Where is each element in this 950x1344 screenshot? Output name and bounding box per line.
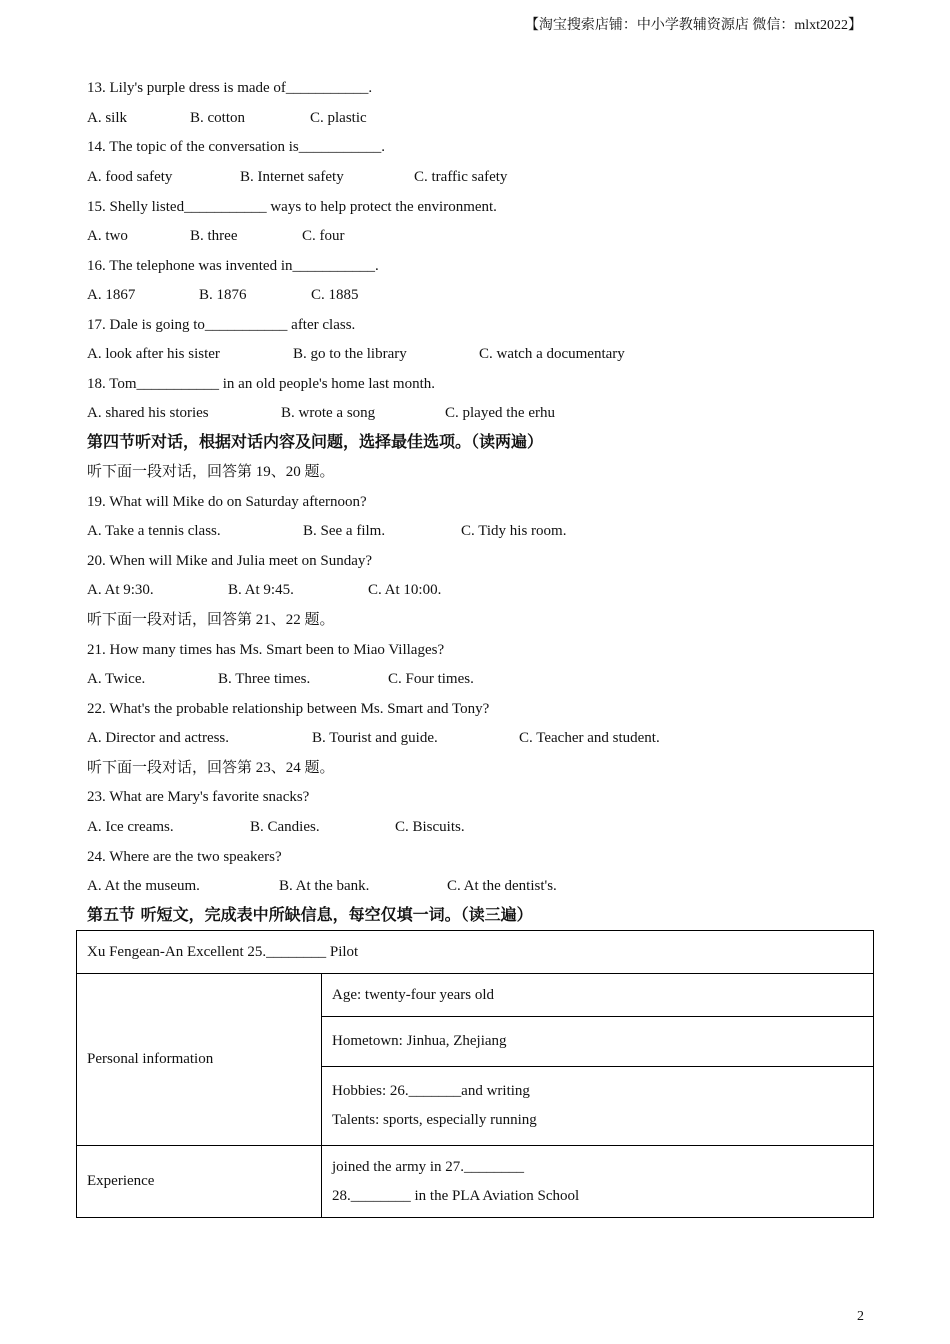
option-a: A. Take a tennis class. bbox=[87, 523, 221, 539]
question-13-stem: 13. Lily's purple dress is made of___________. bbox=[87, 80, 373, 96]
option-a: A. silk bbox=[87, 110, 128, 126]
section-5-title: 第五节 听短文，完成表中所缺信息，每空仅填一词。（读三遍） bbox=[87, 905, 533, 924]
question-18-options bbox=[87, 403, 555, 423]
experience-line-1: joined the army in 27.________ bbox=[332, 1158, 525, 1175]
option-c: C. At 10:00. bbox=[368, 582, 442, 598]
question-20-options bbox=[87, 580, 441, 600]
option-a: A. Director and actress. bbox=[87, 730, 230, 746]
question-23-options bbox=[87, 817, 465, 837]
hobbies-talents-cell bbox=[322, 1067, 874, 1146]
question-22-options bbox=[87, 728, 660, 748]
question-21-options bbox=[87, 669, 474, 689]
option-a: A. food safety bbox=[87, 169, 173, 185]
option-a: A. Twice. bbox=[87, 671, 146, 687]
option-c: C. Teacher and student. bbox=[519, 730, 660, 746]
question-24-options bbox=[87, 876, 557, 896]
hometown-cell: Hometown: Jinhua, Zhejiang bbox=[322, 1017, 874, 1067]
question-16-stem: 16. The telephone was invented in___________. bbox=[87, 258, 379, 274]
question-14-options bbox=[87, 167, 507, 187]
option-c: C. Four times. bbox=[388, 671, 474, 687]
page-number: 2 bbox=[857, 1309, 864, 1324]
option-b: B. Candies. bbox=[250, 819, 320, 835]
option-b: B. Three times. bbox=[218, 671, 311, 687]
option-a: A. look after his sister bbox=[87, 346, 220, 362]
option-c: C. plastic bbox=[310, 110, 367, 126]
option-a: A. At the museum. bbox=[87, 878, 200, 894]
question-21-stem: 21. How many times has Ms. Smart been to Miao Villages? bbox=[87, 642, 445, 658]
question-14-stem: 14. The topic of the conversation is___________. bbox=[87, 139, 386, 155]
personal-info-label: Personal information bbox=[77, 974, 322, 1146]
option-b: B. 1876 bbox=[199, 287, 247, 303]
section-4-intro-1: 听下面一段对话，回答第 19、20 题。 bbox=[87, 464, 335, 480]
experience-line-2: 28.________ in the PLA Aviation School bbox=[332, 1187, 580, 1204]
option-c: C. 1885 bbox=[311, 287, 359, 303]
option-c: C. traffic safety bbox=[414, 169, 508, 185]
option-b: B. Internet safety bbox=[240, 169, 344, 185]
option-b: B. Tourist and guide. bbox=[312, 730, 438, 746]
option-a: A. Ice creams. bbox=[87, 819, 174, 835]
option-b: B. wrote a song bbox=[281, 405, 376, 421]
option-c: C. Biscuits. bbox=[395, 819, 465, 835]
section-4-title: 第四节听对话，根据对话内容及问题，选择最佳选项。（读两遍） bbox=[87, 432, 544, 451]
option-a: A. two bbox=[87, 228, 128, 244]
option-a: A. 1867 bbox=[87, 287, 136, 303]
option-a: A. At 9:30. bbox=[87, 582, 154, 598]
question-13-options bbox=[87, 108, 367, 128]
question-19-options bbox=[87, 521, 566, 541]
option-b: B. See a film. bbox=[303, 523, 386, 539]
question-17-options bbox=[87, 344, 625, 364]
info-table bbox=[76, 930, 874, 1218]
option-b: B. At 9:45. bbox=[228, 582, 294, 598]
question-24-stem: 24. Where are the two speakers? bbox=[87, 849, 282, 865]
talents-text: Talents: sports, especially running bbox=[332, 1112, 537, 1128]
question-19-stem: 19. What will Mike do on Saturday afternoon? bbox=[87, 494, 367, 510]
question-16-options bbox=[87, 285, 359, 305]
age-cell: Age: twenty-four years old bbox=[322, 974, 874, 1017]
section-4-intro-3: 听下面一段对话，回答第 23、24 题。 bbox=[87, 760, 335, 776]
option-c: C. four bbox=[302, 228, 345, 244]
option-c: C. played the erhu bbox=[445, 405, 555, 421]
hobbies-text: Hobbies: 26._______and writing bbox=[332, 1083, 530, 1099]
experience-cell bbox=[322, 1146, 874, 1218]
question-18-stem: 18. Tom___________ in an old people's home last month. bbox=[87, 376, 436, 392]
section-4-intro-2: 听下面一段对话，回答第 21、22 题。 bbox=[87, 612, 335, 628]
question-17-stem: 17. Dale is going to___________ after class. bbox=[87, 317, 356, 333]
table-heading: Xu Fengean-An Excellent 25.________ Pilot bbox=[77, 931, 874, 974]
option-a: A. shared his stories bbox=[87, 405, 209, 421]
page-header: 【淘宝搜索店铺：中小学教辅资源店 微信：mlxt2022】 bbox=[524, 18, 862, 33]
option-b: B. cotton bbox=[190, 110, 245, 126]
experience-label: Experience bbox=[77, 1146, 322, 1218]
question-20-stem: 20. When will Mike and Julia meet on Sunday? bbox=[87, 553, 373, 569]
question-15-options bbox=[87, 226, 345, 246]
option-b: B. three bbox=[190, 228, 238, 244]
option-c: C. At the dentist's. bbox=[447, 878, 557, 894]
question-23-stem: 23. What are Mary's favorite snacks? bbox=[87, 789, 310, 805]
question-22-stem: 22. What's the probable relationship between Ms. Smart and Tony? bbox=[87, 701, 490, 717]
option-c: C. watch a documentary bbox=[479, 346, 625, 362]
option-b: B. At the bank. bbox=[279, 878, 370, 894]
question-15-stem: 15. Shelly listed___________ ways to help protect the environment. bbox=[87, 199, 497, 215]
option-c: C. Tidy his room. bbox=[461, 523, 567, 539]
option-b: B. go to the library bbox=[293, 346, 407, 362]
